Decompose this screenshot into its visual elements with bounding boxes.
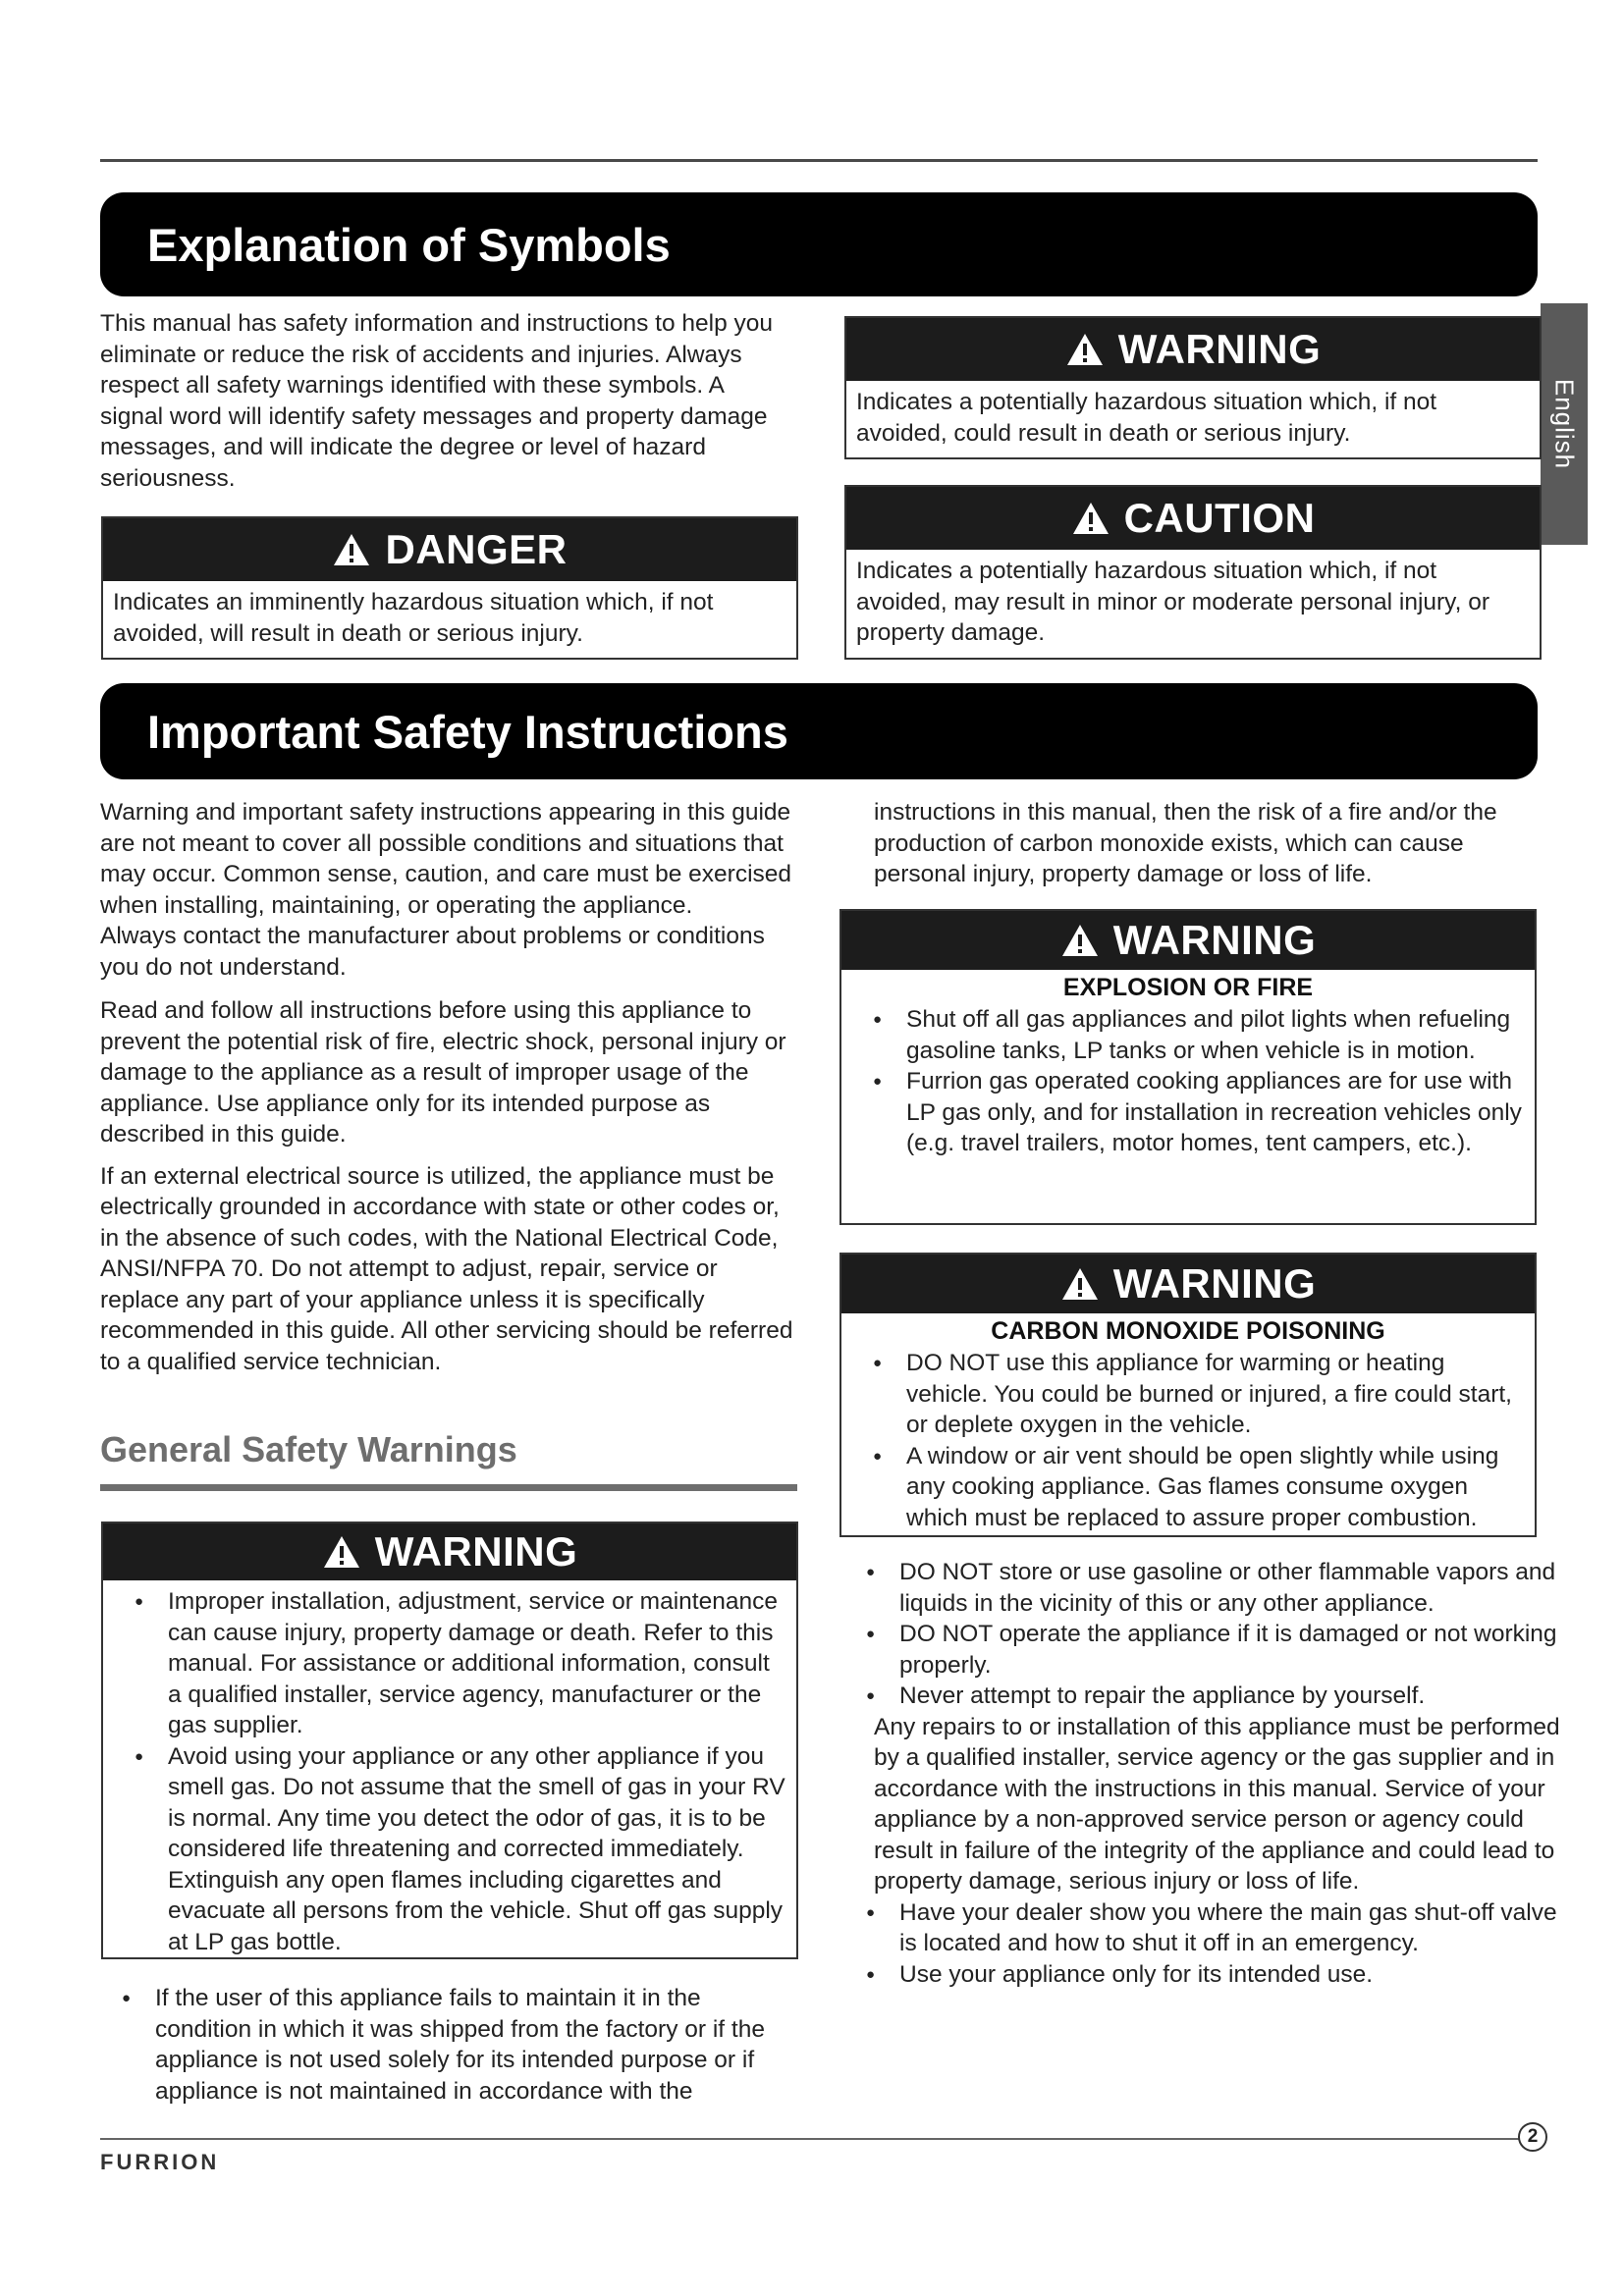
general-warning-box <box>101 1522 798 1959</box>
danger-text: Indicates an imminently hazardous situation which, if not avoided, will result in death or serious injury. <box>113 589 714 647</box>
list-item: ● DO NOT operate the appliance if it is damaged or not working properly. <box>854 1619 1561 1681</box>
brand-logo: FURRION <box>100 2150 220 2174</box>
list-item: ● Have your dealer show you where the main gas shut-off valve is located and how to shut it off in an emergency. <box>854 1897 1561 1959</box>
safety-paragraph: Always contact the manufacturer about problems or conditions you do not understand. <box>100 923 765 981</box>
list-item: ● Improper installation, adjustment, service or maintenance can cause injury, property damage or death. Refer to this manual. For assistance or additional information, consult a qualified installer, service agency, manufacturer or the gas supplier. <box>123 1586 786 1741</box>
danger-label: DANGER <box>385 526 568 572</box>
warning-header <box>103 1523 796 1580</box>
warning-triangle-icon <box>322 1534 361 1570</box>
top-rule <box>100 159 1538 162</box>
general-safety-heading: General Safety Warnings <box>100 1429 517 1469</box>
list-item: ● If the user of this appliance fails to maintain it in the condition in which it was shipped from the factory or if the appliance is not used solely for its intended purpose or if appliance is not maintained in accordance with the <box>110 1983 797 2107</box>
general-warning-list <box>123 1580 796 1957</box>
caution-box <box>844 485 1542 660</box>
list-item: ● Use your appliance only for its intended use. <box>854 1959 1561 1991</box>
language-label: English <box>1549 378 1580 470</box>
warning-triangle-icon <box>332 532 371 567</box>
section-title: Explanation of Symbols <box>147 218 671 271</box>
warning-symbol-box <box>844 316 1542 459</box>
warning-triangle-icon <box>1065 332 1105 367</box>
explosion-warning-list <box>861 1002 1535 1159</box>
section-banner-symbols <box>100 192 1538 296</box>
continued-paragraph: instructions in this manual, then the risk of a fire and/or the production of carbon monoxide exists, which can cause personal injury, property damage or loss of life. <box>874 799 1497 887</box>
repair-paragraph: Any repairs to or installation of this appliance must be performed by a qualified installer, service agency or the gas supplier and in accordance with the instructions in this manual. Service of your appliance by a non-approved service person or agency could result in failure of the integrity of the appliance and could lead to property damage, serious injury or loss of life. <box>874 1713 1560 1895</box>
warning-label: WARNING <box>1112 917 1317 963</box>
section-title: Important Safety Instructions <box>147 705 788 758</box>
left-column <box>100 797 797 1377</box>
safety-paragraph: Warning and important safety instructions appearing in this guide are not meant to cover all possible conditions and situations that may occur. Common sense, caution, and care must be exercised when installing, maintaining, or operating the appliance. <box>100 799 792 919</box>
caution-label: CAUTION <box>1123 495 1316 541</box>
list-item: ● Avoid using your appliance or any other appliance if you smell gas. Do not assume that the smell of gas in your RV is normal. Any time you detect the odor of gas, it is to be considered life threatening and corrected immediately. Extinguish any open flames including cigarettes and evacuate all persons from the vehicle. Shut off gas supply at LP gas bottle. <box>123 1741 786 1958</box>
co-warning-box <box>839 1253 1537 1537</box>
list-item: ● DO NOT use this appliance for warming or heating vehicle. You could be burned or injured, a fire could start, or deplete oxygen in the vehicle. <box>861 1348 1531 1441</box>
danger-box <box>101 516 798 660</box>
warning-triangle-icon <box>1060 1266 1100 1302</box>
warning-header <box>846 318 1540 381</box>
co-warning-list <box>861 1346 1535 1533</box>
warning-subtitle: CARBON MONOXIDE POISONING <box>991 1317 1385 1345</box>
warning-label: WARNING <box>1117 326 1322 372</box>
warning-triangle-icon <box>1071 501 1110 536</box>
bullet-list <box>854 1557 1561 1712</box>
footer-rule <box>100 2138 1520 2140</box>
language-tab[interactable] <box>1541 303 1588 545</box>
list-item: ● Furrion gas operated cooking appliances are for use with LP gas only, and for installation in recreation vehicles only (e.g. travel trailers, motor homes, tent campers, etc.). <box>861 1066 1525 1159</box>
warning-subtitle: EXPLOSION OR FIRE <box>1062 974 1314 1001</box>
warning-text: Indicates a potentially hazardous situation which, if not avoided, could result in death or serious injury. <box>856 389 1437 447</box>
safety-paragraph: Read and follow all instructions before using this appliance to prevent the potential risk of fire, electric shock, personal injury or damage to the appliance as a result of improper usage of the appliance. Use appliance only for its intended purpose as described in this guide. <box>100 997 786 1148</box>
warning-header <box>841 1255 1535 1313</box>
left-bottom-list <box>110 1983 797 2107</box>
list-item: ● DO NOT store or use gasoline or other flammable vapors and liquids in the vicinity of this or any other appliance. <box>854 1557 1561 1619</box>
right-bottom-list <box>854 1557 1561 1990</box>
caution-header <box>846 487 1540 550</box>
symbols-intro: This manual has safety information and instructions to help you eliminate or reduce the risk of accidents and injuries. Always respect all safety warnings identified with these symbols. A signal word will identify safety messages and property damage messages, and will indicate the degree or level of hazard seriousness. <box>100 310 774 492</box>
heading-rule <box>100 1484 797 1491</box>
explosion-warning-box <box>839 909 1537 1225</box>
list-item: ● Never attempt to repair the appliance by yourself. <box>854 1681 1561 1712</box>
safety-paragraph: If an external electrical source is utilized, the appliance must be electrically grounded in accordance with state or other codes or, in the absence of such codes, with the National Electrical Code, ANSI/NFPA 70. Do not attempt to adjust, repair, service or replace any part of your appliance unless it is specifically recommended in this guide. All other servicing should be referred to a qualified service technician. <box>100 1162 793 1375</box>
section-banner-safety <box>100 683 1538 779</box>
warning-triangle-icon <box>1060 923 1100 958</box>
bullet-list <box>854 1897 1561 1991</box>
caution-text: Indicates a potentially hazardous situation which, if not avoided, may result in minor or moderate personal injury, or property damage. <box>856 558 1490 646</box>
list-item: ● Shut off all gas appliances and pilot lights when refueling gasoline tanks, LP tanks or when vehicle is in motion. <box>861 1004 1525 1066</box>
danger-header <box>103 518 796 581</box>
warning-header <box>841 911 1535 970</box>
warning-label: WARNING <box>1112 1260 1317 1307</box>
warning-label: WARNING <box>374 1528 578 1575</box>
list-item: ● A window or air vent should be open slightly while using any cooking appliance. Gas flames consume oxygen which must be replaced to assure proper combustion. <box>861 1441 1531 1534</box>
page-number: 2 <box>1518 2122 1547 2152</box>
